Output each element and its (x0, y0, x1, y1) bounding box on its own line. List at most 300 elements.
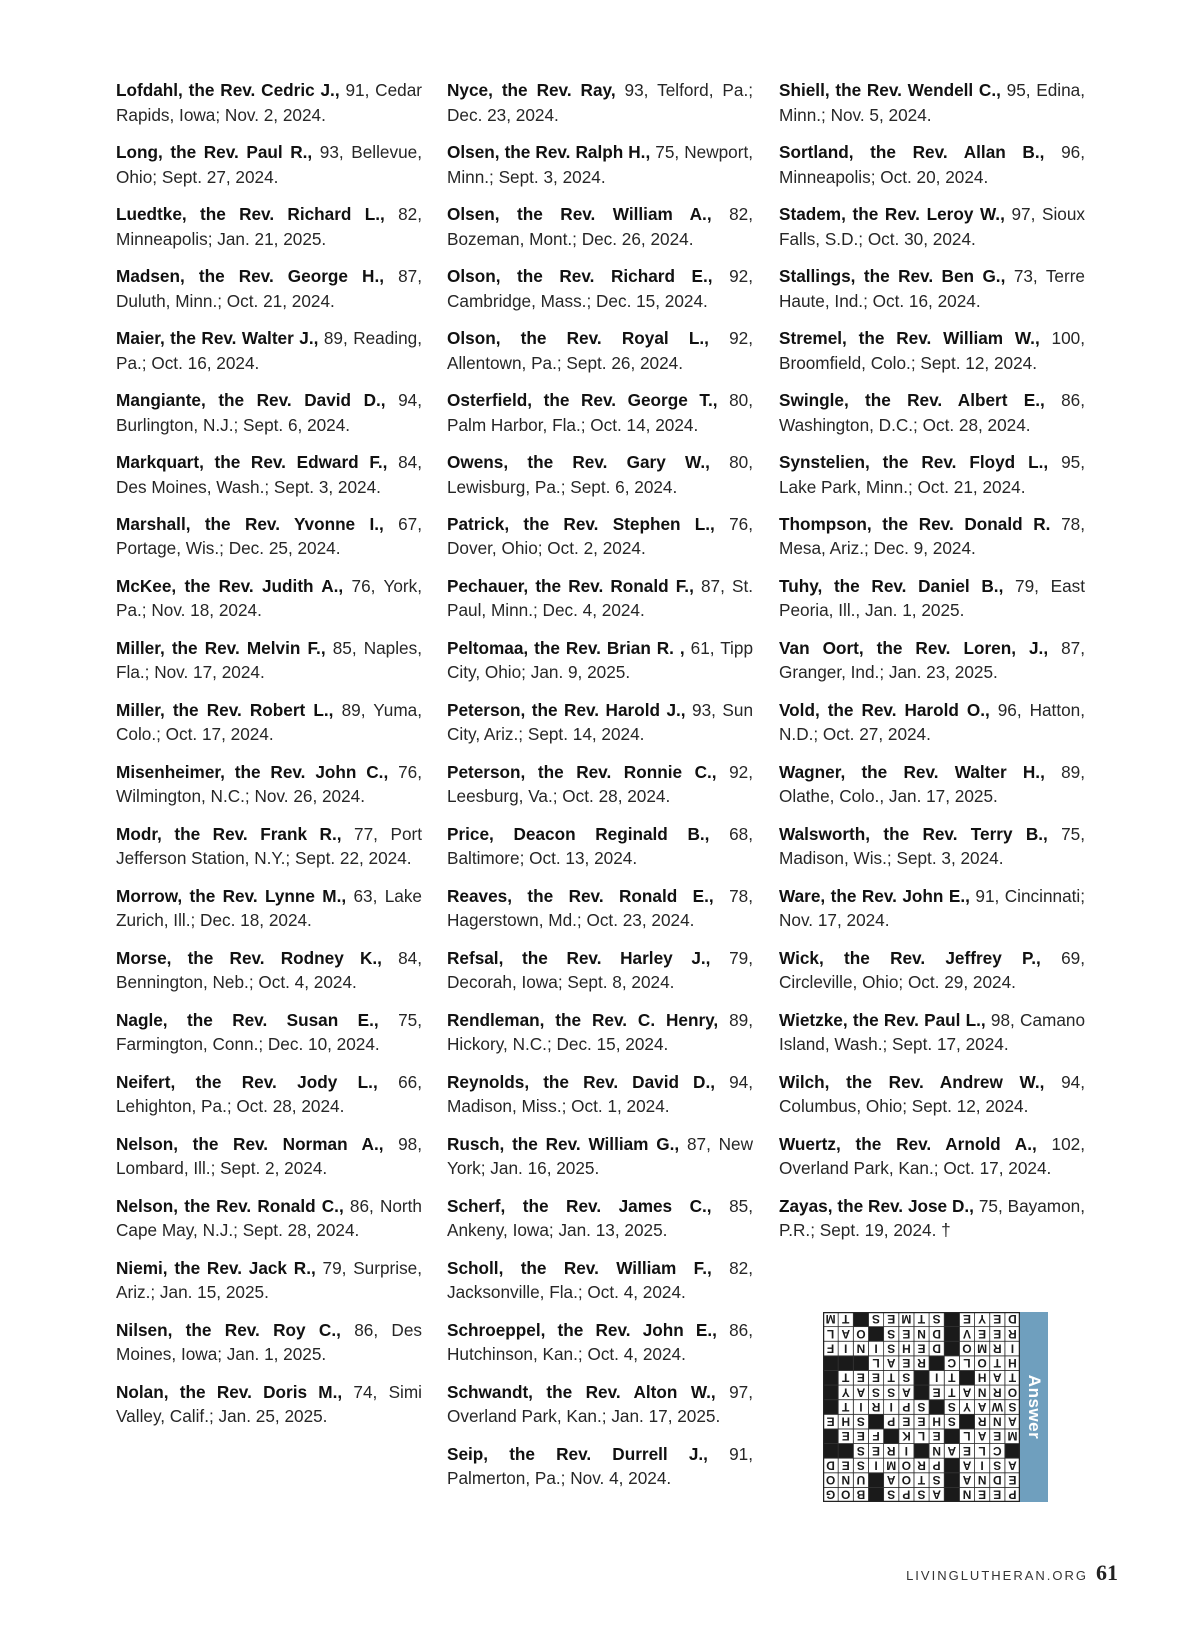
obituary-details: 89, Yuma, Colo.; Oct. 17, 2024. (116, 699, 423, 745)
crossword-letter: I (859, 1399, 863, 1414)
crossword-block (914, 1444, 929, 1459)
obituary-entry (116, 264, 422, 313)
obituary-entry (447, 1318, 753, 1367)
crossword-letter: R (917, 1458, 926, 1473)
obituary-details: 87, Duluth, Minn.; Oct. 21, 2024. (116, 265, 422, 311)
obituary-name: Nelson, the Rev. Norman A., (116, 1133, 384, 1154)
crossword-letter: P (902, 1487, 911, 1502)
crossword-letter: E (841, 1458, 850, 1473)
obituary-entry (116, 760, 422, 809)
obituary-details: 85, Ankeny, Iowa; Jan. 13, 2025. (447, 1195, 753, 1241)
obituary-entry (116, 1380, 422, 1429)
obituary-details: 68, Baltimore; Oct. 13, 2024. (447, 823, 753, 869)
obituary-name: Nelson, the Rev. Ronald C., (116, 1195, 344, 1216)
obituary-entry (779, 450, 1085, 499)
obituary-name: Peltomaa, the Rev. Brian R. , (447, 637, 685, 658)
obituary-entry (779, 884, 1085, 933)
crossword-block (838, 1444, 853, 1459)
obituary-entry (779, 388, 1085, 437)
obituary-entry (447, 202, 753, 251)
obituary-entry (116, 326, 422, 375)
crossword-block (944, 1473, 959, 1488)
obituary-name: Scherf, the Rev. James C., (447, 1195, 712, 1216)
obituary-entry (116, 140, 422, 189)
obituary-details: 93, Sun City, Ariz.; Sept. 14, 2024. (447, 699, 753, 745)
obituary-entry (447, 698, 753, 747)
crossword-letter: Y (978, 1312, 987, 1327)
answer-label: Answer (1025, 1374, 1044, 1440)
crossword-letter: R (992, 1385, 1002, 1400)
crossword-letter: R (871, 1399, 881, 1414)
crossword-letter: S (917, 1487, 926, 1502)
crossword-letter: O (901, 1472, 912, 1487)
obituary-details: 94, Burlington, N.J.; Sept. 6, 2024. (116, 389, 422, 435)
obituary-name: Olson, the Rev. Richard E., (447, 265, 713, 286)
crossword-letter: I (889, 1399, 893, 1414)
crossword-letter: H (841, 1414, 851, 1429)
obituary-name: Morse, the Rev. Rodney K., (116, 947, 382, 968)
obituary-column-3 (779, 78, 1085, 1256)
crossword-letter: S (993, 1458, 1002, 1473)
crossword-letter: Y (962, 1399, 971, 1414)
obituary-name: Schroeppel, the Rev. John E., (447, 1319, 717, 1340)
obituary-name: Nilsen, the Rev. Roy C., (116, 1319, 341, 1340)
obituary-name: Niemi, the Rev. Jack R., (116, 1257, 316, 1278)
crossword-letter: O (962, 1341, 972, 1356)
obituary-entry (116, 884, 422, 933)
obituary-details: 97, Overland Park, Kan.; Jan. 17, 2025. (447, 1381, 753, 1427)
crossword-letter: C (992, 1443, 1002, 1458)
obituary-entry (447, 140, 753, 189)
crossword-block (959, 1414, 974, 1429)
obituary-details: 86, Hutchinson, Kan.; Oct. 4, 2024. (447, 1319, 753, 1365)
crossword-letter: A (947, 1443, 957, 1458)
obituary-name: Nolan, the Rev. Doris M., (116, 1381, 343, 1402)
crossword-block (868, 1414, 883, 1429)
obituary-entry (116, 1256, 422, 1305)
crossword-letter: N (977, 1385, 987, 1400)
obituary-details: 95, Edina, Minn.; Nov. 5, 2024. (779, 80, 1085, 125)
obituary-details: 69, Circleville, Ohio; Oct. 29, 2024. (779, 947, 1085, 993)
crossword-answer-box (823, 1312, 1048, 1502)
crossword-letter: B (856, 1487, 866, 1502)
crossword-block (944, 1341, 959, 1356)
obituary-details: 98, Camano Island, Wash.; Sept. 17, 2024. (779, 1009, 1085, 1055)
obituary-name: Pechauer, the Rev. Ronald F., (447, 575, 694, 596)
crossword-letter: E (872, 1370, 881, 1385)
crossword-letter: S (856, 1414, 865, 1429)
crossword-letter: P (1008, 1487, 1017, 1502)
obituary-details: 87, Granger, Ind.; Jan. 23, 2025. (779, 637, 1085, 683)
crossword-letter: L (963, 1356, 971, 1371)
obituary-entry (779, 1194, 1085, 1243)
obituary-name: Peterson, the Rev. Harold J., (447, 699, 686, 720)
crossword-letter: H (1008, 1356, 1017, 1371)
obituary-details: 78, Mesa, Ariz.; Dec. 9, 2024. (779, 513, 1085, 559)
crossword-letter: R (1008, 1326, 1017, 1341)
crossword-letter: S (856, 1443, 865, 1458)
crossword-letter: E (993, 1429, 1002, 1444)
crossword-letter: K (902, 1429, 911, 1444)
obituary-details: 96, Hatton, N.D.; Oct. 27, 2024. (779, 699, 1086, 745)
crossword-block (853, 1312, 868, 1327)
obituary-details: 89, Hickory, N.C.; Dec. 15, 2024. (447, 1009, 754, 1055)
crossword-letter: S (887, 1341, 896, 1356)
obituary-name: Seip, the Rev. Durrell J., (447, 1443, 708, 1464)
crossword-letter: E (872, 1443, 881, 1458)
obituary-entry (116, 1318, 422, 1367)
crossword-letter: S (1008, 1399, 1017, 1414)
crossword-letter: O (901, 1458, 912, 1473)
obituary-details: 76, Wilmington, N.C.; Nov. 26, 2024. (116, 761, 423, 807)
crossword-letter: A (962, 1458, 972, 1473)
obituary-entry (116, 1070, 422, 1119)
obituary-name: Miller, the Rev. Melvin F., (116, 637, 326, 658)
site-url: LIVINGLUTHERAN.ORG (906, 1568, 1088, 1583)
crossword-letter: A (962, 1472, 972, 1487)
crossword-block (944, 1327, 959, 1342)
obituary-details: 63, Lake Zurich, Ill.; Dec. 18, 2024. (116, 885, 422, 931)
obituary-details: 94, Madison, Miss.; Oct. 1, 2024. (447, 1071, 753, 1117)
crossword-letter: T (842, 1370, 850, 1385)
obituary-name: Peterson, the Rev. Ronnie C., (447, 761, 717, 782)
obituary-entry (779, 822, 1085, 871)
obituary-details: 91, Cedar Rapids, Iowa; Nov. 2, 2024. (116, 80, 422, 125)
obituary-name: Wietzke, the Rev. Paul L., (779, 1009, 986, 1030)
obituary-name: Rendleman, the Rev. C. Henry, (447, 1009, 719, 1030)
crossword-letter: R (886, 1443, 896, 1458)
crossword-block (823, 1429, 838, 1444)
crossword-letter: M (825, 1312, 836, 1327)
obituary-name: Reynolds, the Rev. David D., (447, 1071, 716, 1092)
crossword-letter: U (856, 1472, 866, 1487)
crossword-letter: S (887, 1487, 896, 1502)
crossword-letter: E (856, 1429, 865, 1444)
obituary-name: Rusch, the Rev. William G., (447, 1133, 680, 1154)
crossword-letter: E (978, 1487, 987, 1502)
obituary-entry (447, 78, 753, 127)
obituary-details: 79, East Peoria, Ill., Jan. 1, 2025. (779, 575, 1086, 621)
obituary-details: 84, Bennington, Neb.; Oct. 4, 2024. (116, 947, 422, 993)
crossword-letter: S (947, 1399, 956, 1414)
obituary-details: 80, Palm Harbor, Fla.; Oct. 14, 2024. (447, 389, 754, 435)
obituary-entry (447, 1194, 753, 1243)
obituary-name: Olson, the Rev. Royal L., (447, 327, 709, 348)
obituary-details: 94, Columbus, Ohio; Sept. 12, 2024. (779, 1071, 1086, 1117)
obituary-name: Owens, the Rev. Gary W., (447, 451, 710, 472)
crossword-block (823, 1370, 838, 1385)
obituary-entry (116, 512, 422, 561)
obituary-name: Van Oort, the Rev. Loren, J., (779, 637, 1049, 658)
obituary-name: Zayas, the Rev. Jose D., (779, 1195, 974, 1216)
crossword-letter: A (841, 1326, 851, 1341)
crossword-letter: S (902, 1370, 911, 1385)
obituary-name: Thompson, the Rev. Donald R. (779, 513, 1051, 534)
obituary-name: Stallings, the Rev. Ben G., (779, 265, 1006, 286)
crossword-letter: I (1010, 1341, 1015, 1356)
obituary-details: 76, York, Pa.; Nov. 18, 2024. (116, 575, 422, 621)
obituary-details: 82, Minneapolis; Jan. 21, 2025. (116, 203, 423, 249)
obituary-details: 80, Lewisburg, Pa.; Sept. 6, 2024. (447, 451, 753, 497)
obituary-name: Stadem, the Rev. Leroy W., (779, 203, 1005, 224)
crossword-block (823, 1444, 838, 1459)
obituary-details: 92, Allentown, Pa.; Sept. 26, 2024. (447, 327, 753, 373)
crossword-letter: S (856, 1458, 865, 1473)
crossword-letter: A (1008, 1414, 1017, 1429)
crossword-letter: O (1007, 1385, 1018, 1400)
obituary-details: 86, Washington, D.C.; Oct. 28, 2024. (779, 389, 1085, 435)
obituary-details: 75, Madison, Wis.; Sept. 3, 2024. (779, 823, 1086, 869)
crossword-block (838, 1356, 853, 1371)
crossword-letter: W (991, 1399, 1003, 1414)
obituary-details: 76, Dover, Ohio; Oct. 2, 2024. (447, 513, 753, 559)
obituary-details: 89, Reading, Pa.; Oct. 16, 2024. (116, 327, 422, 373)
crossword-letter: E (993, 1326, 1002, 1341)
obituary-entry (447, 574, 753, 623)
crossword-letter: E (902, 1414, 911, 1429)
obituary-details: 89, Olathe, Colo., Jan. 17, 2025. (779, 761, 1085, 807)
crossword-block (823, 1356, 838, 1371)
crossword-letter: C (947, 1356, 957, 1371)
crossword-letter: D (826, 1458, 835, 1473)
crossword-letter: V (962, 1326, 971, 1341)
crossword-letter: H (932, 1414, 941, 1429)
obituary-details: 75, Bayamon, P.R.; Sept. 19, 2024. † (779, 1195, 1085, 1241)
obituary-details: 86, North Cape May, N.J.; Sept. 28, 2024. (116, 1195, 422, 1241)
crossword-letter: S (917, 1399, 926, 1414)
crossword-letter: A (886, 1356, 896, 1371)
obituary-entry (116, 1194, 422, 1243)
crossword-letter: E (978, 1326, 987, 1341)
obituary-name: Scholl, the Rev. William F., (447, 1257, 712, 1278)
crossword-letter: S (947, 1414, 956, 1429)
crossword-grid (823, 1312, 1020, 1502)
crossword-letter: N (932, 1443, 941, 1458)
crossword-letter: D (932, 1326, 941, 1341)
obituary-details: 79, Surprise, Ariz.; Jan. 15, 2025. (116, 1257, 422, 1303)
crossword-letter: E (932, 1429, 941, 1444)
crossword-letter: N (977, 1472, 987, 1487)
crossword-letter: L (872, 1356, 880, 1371)
obituary-name: Sortland, the Rev. Allan B., (779, 141, 1045, 162)
obituary-name: Osterfield, the Rev. George T., (447, 389, 718, 410)
crossword-block (1005, 1444, 1020, 1459)
obituary-name: Walsworth, the Rev. Terry B., (779, 823, 1048, 844)
crossword-letter: N (992, 1414, 1002, 1429)
obituary-entry (779, 760, 1085, 809)
obituary-details: 87, St. Paul, Minn.; Dec. 4, 2024. (447, 575, 753, 621)
obituary-details: 93, Bellevue, Ohio; Sept. 27, 2024. (116, 141, 422, 187)
obituary-name: Miller, the Rev. Robert L., (116, 699, 334, 720)
crossword-block (944, 1312, 959, 1327)
obituary-entry (447, 884, 753, 933)
crossword-letter: T (842, 1399, 850, 1414)
obituary-entry (447, 450, 753, 499)
crossword-letter: E (841, 1429, 850, 1444)
obituary-details: 77, Port Jefferson Station, N.Y.; Sept. 22, 2024. (116, 823, 423, 869)
crossword-letter: E (917, 1341, 926, 1356)
obituary-details: 82, Bozeman, Mont.; Dec. 26, 2024. (447, 203, 753, 249)
obituary-name: Stremel, the Rev. William W., (779, 327, 1040, 348)
obituary-entry (116, 1132, 422, 1181)
obituary-details: 97, Sioux Falls, S.D.; Oct. 30, 2024. (779, 203, 1085, 249)
obituary-name: Nyce, the Rev. Ray, (447, 80, 616, 100)
crossword-block (823, 1385, 838, 1400)
obituary-details: 100, Broomfield, Colo.; Sept. 12, 2024. (779, 327, 1085, 373)
crossword-letter: M (886, 1458, 897, 1473)
obituary-details: 79, Decorah, Iowa; Sept. 8, 2024. (447, 947, 753, 993)
obituary-name: Maier, the Rev. Walter J., (116, 327, 319, 348)
crossword-letter: T (887, 1370, 895, 1385)
crossword-letter: Y (841, 1385, 850, 1400)
crossword-letter: E (993, 1487, 1002, 1502)
crossword-letter: E (902, 1356, 911, 1371)
crossword-letter: L (978, 1443, 986, 1458)
obituary-name: Wuertz, the Rev. Arnold A., (779, 1133, 1037, 1154)
crossword-letter: R (992, 1341, 1002, 1356)
obituary-entry (447, 1442, 753, 1491)
crossword-letter: N (917, 1326, 926, 1341)
obituary-details: 75, Newport, Minn.; Sept. 3, 2024. (447, 141, 754, 187)
crossword-letter: A (856, 1385, 866, 1400)
crossword-block (944, 1429, 959, 1444)
obituary-name: Luedtke, the Rev. Richard L., (116, 203, 385, 224)
crossword-block (884, 1429, 899, 1444)
obituary-entry (447, 822, 753, 871)
crossword-letter: E (932, 1385, 941, 1400)
obituary-entry (779, 512, 1085, 561)
obituary-entry (447, 388, 753, 437)
crossword-letter: D (932, 1341, 941, 1356)
obituary-details: 93, Telford, Pa.; Dec. 23, 2024. (447, 80, 753, 125)
crossword-letter: I (934, 1370, 939, 1385)
page-footer (906, 1560, 1118, 1586)
obituary-details: 102, Overland Park, Kan.; Oct. 17, 2024. (779, 1133, 1085, 1179)
obituary-name: Refsal, the Rev. Harley J., (447, 947, 711, 968)
obituary-column-1 (116, 78, 422, 1442)
crossword-letter: D (1008, 1312, 1017, 1327)
obituary-details: 75, Farmington, Conn.; Dec. 10, 2024. (116, 1009, 422, 1055)
crossword-letter: F (872, 1429, 880, 1444)
crossword-letter: P (887, 1414, 896, 1429)
obituary-name: Price, Deacon Reginald B., (447, 823, 710, 844)
crossword-letter: A (1008, 1458, 1017, 1473)
crossword-letter: S (872, 1312, 881, 1327)
crossword-letter: D (992, 1472, 1002, 1487)
obituary-name: Ware, the Rev. John E., (779, 885, 970, 906)
obituary-name: Olsen, the Rev. Ralph H., (447, 141, 651, 162)
obituary-name: Nagle, the Rev. Susan E., (116, 1009, 379, 1030)
crossword-letter: O (825, 1472, 836, 1487)
obituary-name: Morrow, the Rev. Lynne M., (116, 885, 347, 906)
obituary-details: 78, Hagerstown, Md.; Oct. 23, 2024. (447, 885, 753, 931)
obituary-details: 66, Lehighton, Pa.; Oct. 28, 2024. (116, 1071, 422, 1117)
obituary-entry (116, 574, 422, 623)
obituary-column-2 (447, 78, 753, 1504)
crossword-block (853, 1356, 868, 1371)
obituary-entry (779, 946, 1085, 995)
obituary-name: Wilch, the Rev. Andrew W., (779, 1071, 1045, 1092)
crossword-letter: L (917, 1429, 926, 1444)
page-number: 61 (1096, 1560, 1118, 1585)
obituary-details: 91, Palmerton, Pa.; Nov. 4, 2024. (447, 1443, 753, 1489)
crossword-letter: H (902, 1341, 911, 1356)
obituary-details: 85, Naples, Fla.; Nov. 17, 2024. (116, 637, 422, 683)
crossword-letter: I (980, 1458, 984, 1473)
obituary-name: Olsen, the Rev. William A., (447, 203, 712, 224)
obituary-entry (116, 202, 422, 251)
obituary-entry (116, 388, 422, 437)
obituary-entry (779, 264, 1085, 313)
crossword-block (914, 1385, 929, 1400)
crossword-letter: I (844, 1341, 848, 1356)
crossword-letter: N (841, 1472, 851, 1487)
crossword-letter: F (826, 1341, 835, 1356)
obituary-entry (116, 822, 422, 871)
obituary-name: McKee, the Rev. Judith A., (116, 575, 344, 596)
crossword-letter: O (856, 1326, 866, 1341)
obituary-name: Wick, the Rev. Jeffrey P., (779, 947, 1041, 968)
obituary-entry (116, 450, 422, 499)
crossword-letter: O (841, 1487, 851, 1502)
crossword-letter: E (887, 1312, 896, 1327)
crossword-letter: N (962, 1487, 972, 1502)
obituary-details: 84, Des Moines, Wash.; Sept. 3, 2024. (116, 451, 423, 497)
crossword-letter: S (932, 1472, 941, 1487)
crossword-letter: M (901, 1312, 912, 1327)
obituary-entry (447, 1132, 753, 1181)
crossword-letter: S (872, 1385, 881, 1400)
crossword-letter: E (917, 1414, 926, 1429)
obituary-name: Misenheimer, the Rev. John C., (116, 761, 389, 782)
crossword-block (929, 1400, 944, 1415)
obituary-entry (116, 1008, 422, 1057)
crossword-block (868, 1487, 883, 1502)
obituary-name: Marshall, the Rev. Yvonne I., (116, 513, 384, 534)
obituary-name: Swingle, the Rev. Albert E., (779, 389, 1045, 410)
obituary-details: 67, Portage, Wis.; Dec. 25, 2024. (116, 513, 423, 559)
crossword-letter: S (887, 1385, 896, 1400)
obituary-entry (447, 1256, 753, 1305)
crossword-letter: R (977, 1414, 987, 1429)
crossword-letter: I (904, 1443, 909, 1458)
obituary-entry (447, 1008, 753, 1057)
crossword-letter: T (993, 1356, 1001, 1371)
obituary-entry (447, 1070, 753, 1119)
obituary-name: Shiell, the Rev. Wendell C., (779, 80, 1001, 100)
crossword-letter: I (874, 1341, 878, 1356)
crossword-block (929, 1356, 944, 1371)
crossword-letter: G (825, 1487, 836, 1502)
obituary-name: Madsen, the Rev. George H., (116, 265, 385, 286)
obituary-name: Patrick, the Rev. Stephen L., (447, 513, 715, 534)
crossword-letter: P (932, 1458, 941, 1473)
obituary-name: Schwandt, the Rev. Alton W., (447, 1381, 716, 1402)
obituary-entry (116, 78, 422, 127)
obituary-details: 74, Simi Valley, Calif.; Jan. 25, 2025. (116, 1381, 422, 1427)
crossword-block (959, 1370, 974, 1385)
crossword-letter: S (932, 1312, 941, 1327)
obituary-details: 87, New York; Jan. 16, 2025. (447, 1133, 754, 1179)
obituary-entry (116, 946, 422, 995)
obituary-entry (779, 140, 1085, 189)
obituary-entry (779, 202, 1085, 251)
crossword-letter: M (1007, 1429, 1018, 1444)
crossword-letter: T (948, 1385, 956, 1400)
obituary-entry (447, 946, 753, 995)
crossword-block (914, 1370, 929, 1385)
obituary-entry (447, 1380, 753, 1429)
